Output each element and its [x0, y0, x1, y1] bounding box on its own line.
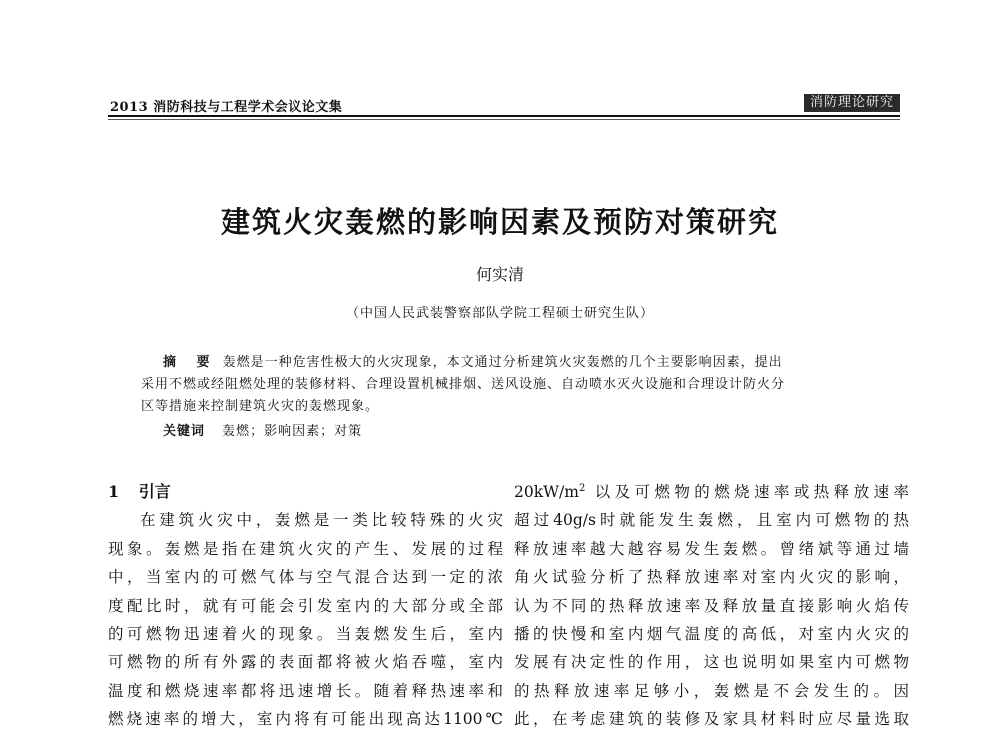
header-rule-thin — [108, 119, 900, 120]
body-line: 此，在考虑建筑的装修及家具材料时应尽量选取 — [514, 710, 909, 729]
abstract-text-1: 轰燃是一种危害性极大的火灾现象，本文通过分析建筑火灾轰燃的几个主要影响因素，提出 — [222, 355, 783, 370]
section-number: 1 — [108, 482, 120, 501]
keywords-text: 轰燃；影响因素；对策 — [222, 424, 363, 439]
body-line: 可燃物的所有外露的表面都将被火焰吞噬，室内 — [108, 653, 503, 672]
keywords-label: 关键词 — [163, 424, 206, 439]
body-column-right — [514, 478, 909, 734]
paper-title: 建筑火灾轰燃的影响因素及预防对策研究 — [220, 205, 779, 239]
body-line: 释放速率越大越容易发生轰燃。曾绪斌等通过墙 — [514, 539, 909, 558]
body-line: 的可燃物迅速着火的现象。当轰燃发生后，室内 — [108, 625, 503, 644]
abstract-label: 摘 要 — [163, 355, 218, 370]
keywords — [163, 421, 863, 443]
journal-name: 2013 消防科技与工程学术会议论文集 — [110, 100, 343, 115]
body-line: 温度和燃烧速率都将迅速增长。随着释热速率和 — [108, 681, 503, 700]
superscript-exponent: 2 — [578, 482, 586, 494]
abstract-line-2: 采用不燃或经阻燃处理的装修材料、合理设置机械排烟、送风设施、自动喷水灭火设施和合理设计防火分 — [141, 377, 786, 392]
abstract-line-3: 区等措施来控制建筑火灾的轰燃现象。 — [141, 399, 380, 414]
section-tag: 消防理论研究 — [804, 94, 900, 112]
section-title: 引言 — [138, 482, 171, 501]
body-line: 燃烧速率的增大，室内将有可能出现高达1100℃ — [108, 710, 503, 729]
body-line: 超过40g/s时就能发生轰燃，且室内可燃物的热 — [514, 511, 909, 530]
body-column-left — [108, 478, 503, 734]
body-line: 角火试验分析了热释放速率对室内火灾的影响， — [514, 568, 909, 587]
body-line-suffix: 以及可燃物的燃烧速率或热释放速率 — [585, 483, 909, 501]
body-line: 认为不同的热释放速率及释放量直接影响火焰传 — [514, 596, 909, 615]
paper-affiliation: （中国人民武装警察部队学院工程硕士研究生队） — [345, 306, 654, 321]
body-line: 发展有决定性的作用，这也说明如果室内可燃物 — [514, 653, 909, 672]
body-line: 现象。轰燃是指在建筑火灾的产生、发展的过程 — [108, 539, 503, 558]
body-line: 度配比时，就有可能会引发室内的大部分或全部 — [108, 596, 503, 615]
body-line: 播的快慢和室内烟气温度的高低，对室内火灾的 — [514, 625, 909, 644]
header-rule-thick — [108, 115, 900, 117]
paper-author: 何实清 — [475, 265, 524, 284]
body-line: 的热释放速率足够小，轰燃是不会发生的。因 — [514, 681, 909, 700]
body-line: 中，当室内的可燃气体与空气混合达到一定的浓 — [108, 568, 503, 587]
abstract-line-1 — [141, 352, 863, 374]
running-header — [108, 94, 900, 116]
body-line — [514, 478, 909, 506]
section-heading — [108, 478, 503, 506]
body-line-prefix: 20kW/m — [514, 483, 579, 501]
body-line: 在建筑火灾中，轰燃是一类比较特殊的火灾 — [140, 511, 503, 530]
abstract — [141, 352, 863, 418]
